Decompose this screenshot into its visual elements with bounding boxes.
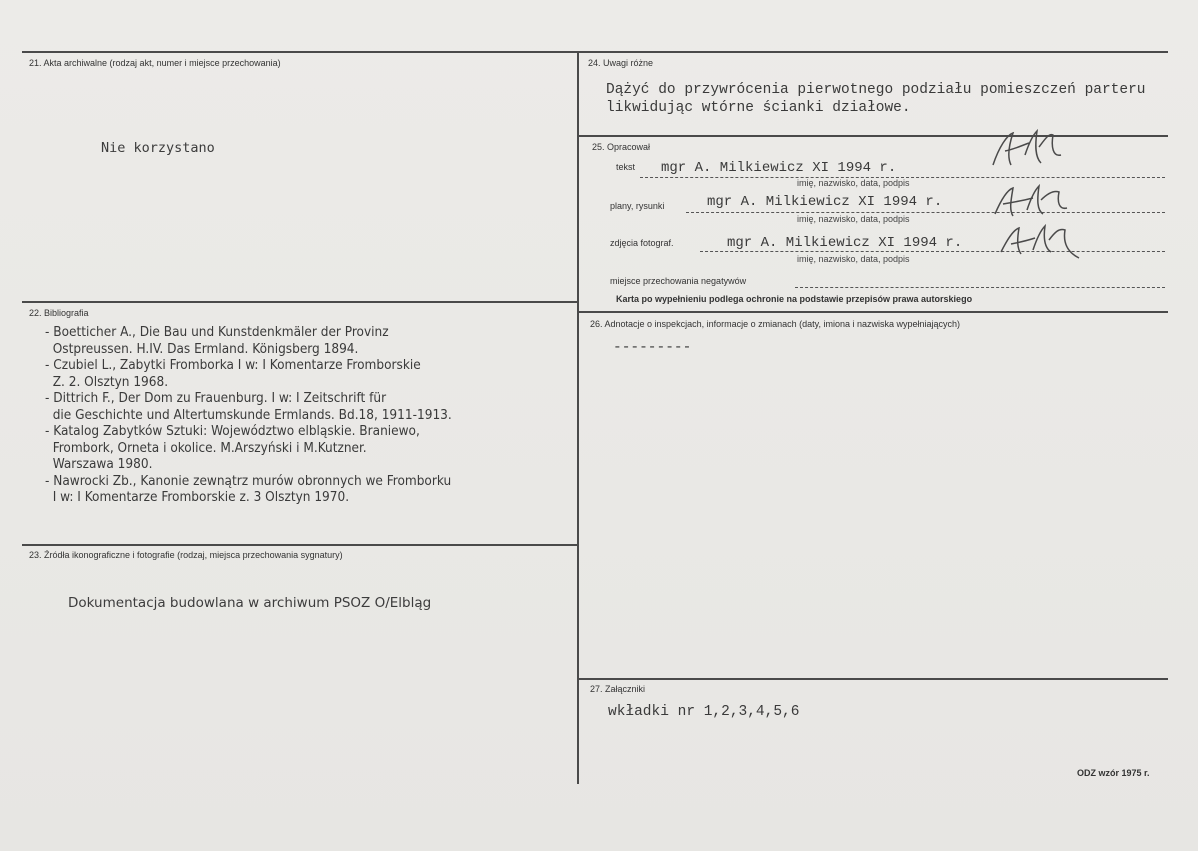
section-24-line2: likwidując wtórne ścianki działowe. <box>606 100 911 116</box>
separator-21-22 <box>22 301 578 303</box>
separator-25-26 <box>578 311 1168 313</box>
top-border <box>22 51 1168 53</box>
authored-plans-caption: imię, nazwisko, data, podpis <box>797 214 910 224</box>
bibliography-item: - Boetticher A., Die Bau und Kunstdenkmäler der Provinz Ostpreussen. H.IV. Das Ermland. Königsberg 1894. <box>45 324 389 357</box>
section-23-label: 23. Źródła ikonograficzne i fotografie (rodzaj, miejsca przechowania sygnatury) <box>29 550 343 560</box>
authored-text-value: mgr A. Milkiewicz XI 1994 r. <box>661 160 897 176</box>
signature-text <box>985 125 1075 180</box>
bibliography-item: - Nawrocki Zb., Kanonie zewnątrz murów obronnych we Fromborku I w: I Komentarze Fromborskie z. 3 Olsztyn 1970. <box>45 472 452 505</box>
bibliography-item: - Katalog Zabytków Sztuki: Województwo elbląskie. Braniewo, Frombork, Orneta i okolice. M.Arszyński i M.Kutzner. Warszawa 1980. <box>45 423 420 472</box>
authored-photos-caption: imię, nazwisko, data, podpis <box>797 254 910 264</box>
section-21-label: 21. Akta archiwalne (rodzaj akt, numer i miejsce przechowania) <box>29 58 281 68</box>
section-26-text: --------- <box>613 340 692 356</box>
section-26-label: 26. Adnotacje o inspekcjach, informacje o zmianach (daty, imiona i nazwiska wypełniających) <box>590 319 961 329</box>
section-27-text: wkładki nr 1,2,3,4,5,6 <box>608 704 800 720</box>
section-21-text: Nie korzystano <box>101 140 215 156</box>
bibliography-item: - Czubiel L., Zabytki Fromborka I w: I Komentarze Fromborskie Z. 2. Olsztyn 1968. <box>45 357 421 390</box>
copyright-notice: Karta po wypełnieniu podlega ochronie na podstawie przepisów prawa autorskiego <box>616 294 973 304</box>
authored-photos-value: mgr A. Milkiewicz XI 1994 r. <box>727 235 963 251</box>
bibliography-list <box>45 324 575 506</box>
section-23-text: Dokumentacja budowlana w archiwum PSOZ O/Elbląg <box>68 595 432 611</box>
section-25-label: 25. Opracował <box>592 142 651 152</box>
section-22-label: 22. Bibliografia <box>29 308 89 318</box>
signature-photos <box>995 218 1085 263</box>
separator-22-23 <box>22 544 578 546</box>
column-divider <box>577 51 579 784</box>
section-24-line1: Dążyć do przywrócenia pierwotnego podziału pomieszczeń parteru <box>606 82 1146 98</box>
authored-plans-key: plany, rysunki <box>610 201 665 211</box>
authored-text-caption: imię, nazwisko, data, podpis <box>797 178 910 188</box>
separator-26-27 <box>578 678 1168 680</box>
authored-text-key: tekst <box>616 162 636 172</box>
authored-photos-key: zdjęcia fotograf. <box>610 238 674 248</box>
authored-plans-value: mgr A. Milkiewicz XI 1994 r. <box>707 194 943 210</box>
negatives-storage-label: miejsce przechowania negatywów <box>610 276 747 286</box>
negatives-storage-line <box>795 287 1165 288</box>
form-footer: ODZ wzór 1975 r. <box>1077 768 1150 778</box>
bibliography-item: - Dittrich F., Der Dom zu Frauenburg. I w: I Zeitschrift für die Geschichte und Altertumskunde Ermlands. Bd.18, 1911-1913. <box>45 390 452 423</box>
authored-plans-line <box>686 212 1165 213</box>
section-24-label: 24. Uwagi różne <box>588 58 654 68</box>
section-27-label: 27. Załączniki <box>590 684 646 694</box>
separator-24-25 <box>578 135 1168 137</box>
authored-photos-line <box>700 251 1165 252</box>
